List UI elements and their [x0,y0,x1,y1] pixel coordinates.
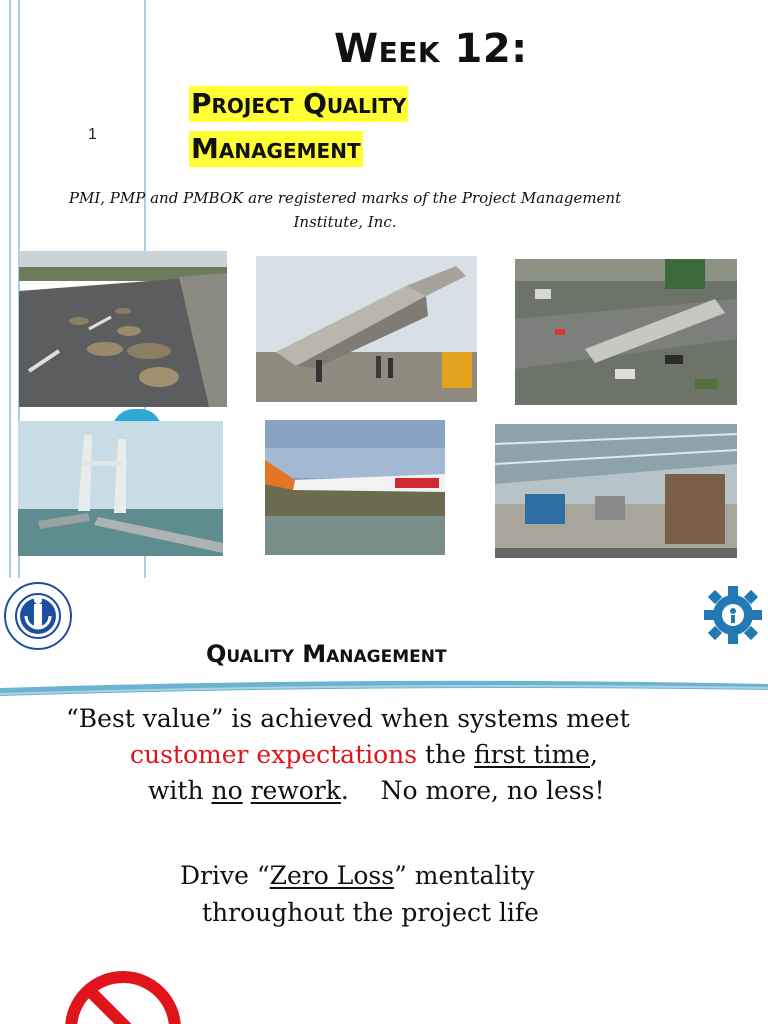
subtitle-line-2: Management [191,132,361,165]
photo-collapsed-bridge [256,256,477,402]
slide-number: 1 [88,126,97,143]
slide-title: Week 12: [334,26,528,72]
photo-plane-crash [265,420,445,555]
gear-icon [702,584,764,646]
note-line-1: PMI, PMP and PMBOK are registered marks of the Project Management [68,189,622,207]
decor-line [9,0,11,578]
photo-potholed-road [19,251,227,407]
body-line-1: “Best value” is achieved when systems meet [66,704,630,733]
slide-quality-management [0,578,768,1024]
body-line-3: with no rework. No more, no less! [148,776,605,805]
trademark-note [20,186,670,234]
body-line-5: throughout the project life [202,898,539,927]
photo-overpass-collapse [515,259,737,405]
body-line-4: Drive “Zero Loss” mentality [180,861,535,890]
photo-bridge-tower [18,421,223,556]
subtitle-line-1: Project Quality [191,87,407,120]
decor-wave [0,674,768,700]
no-sign-icon [60,966,186,1024]
photo-warehouse [495,424,737,558]
slide-title: Quality Management [206,640,447,668]
body-line-2: customer expectations the first time, [130,740,598,769]
university-logo [4,582,72,650]
note-line-2: Institute, Inc. [293,213,397,231]
